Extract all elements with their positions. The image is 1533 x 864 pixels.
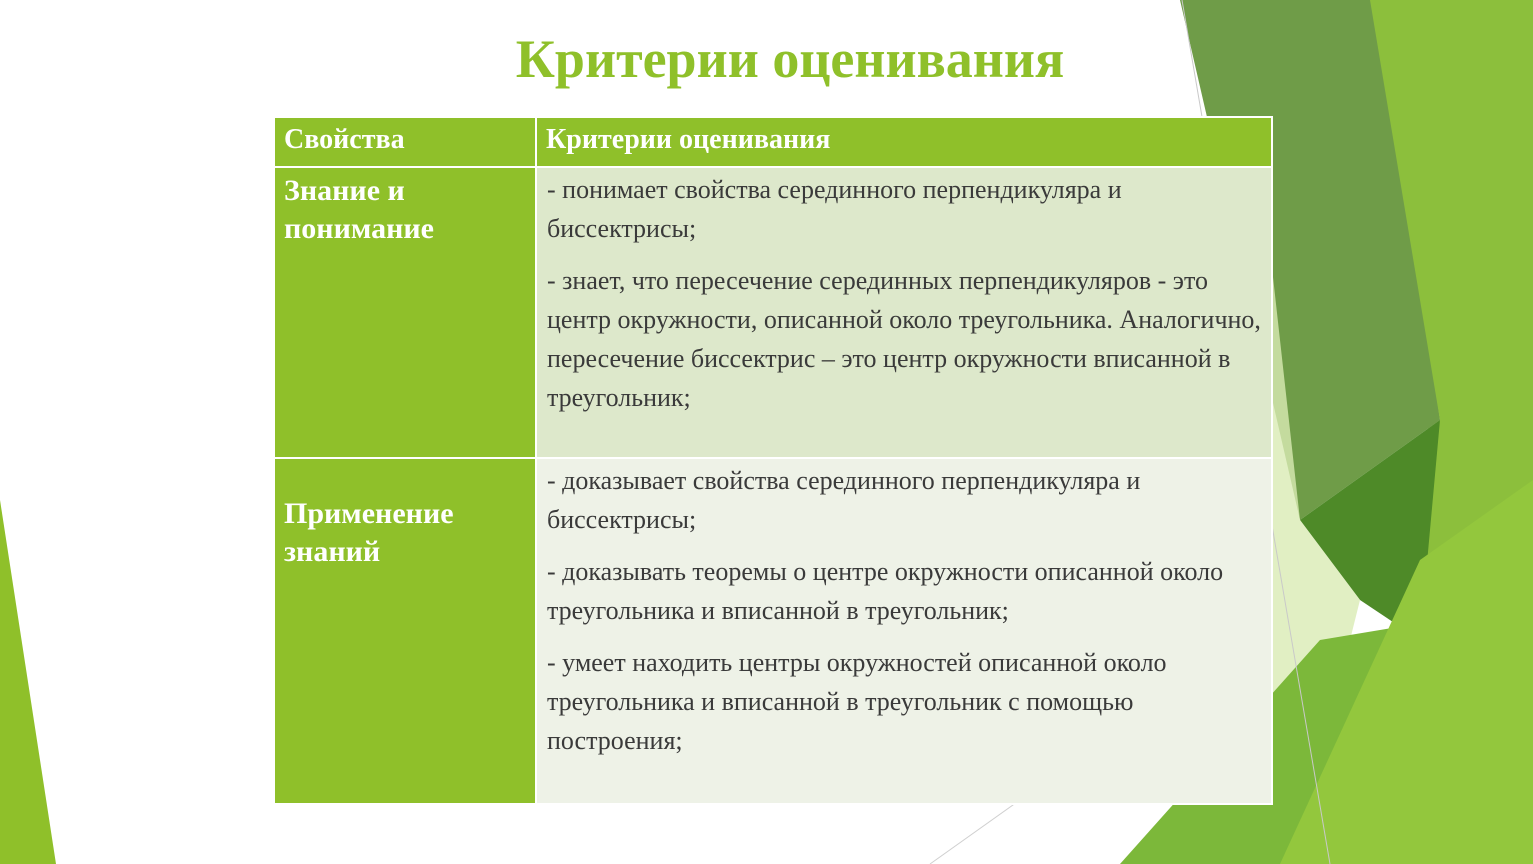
property-knowledge: Знание и понимание bbox=[274, 167, 536, 458]
header-properties: Свойства bbox=[274, 117, 536, 167]
table-row bbox=[274, 167, 1272, 458]
criteria-item: - понимает свойства серединного перпендикуляра и биссектрисы; bbox=[547, 175, 1122, 243]
property-application: Применение знаний bbox=[274, 458, 536, 804]
criteria-item: - доказывать теоремы о центре окружности описанной около треугольника и вписанной в треугольник; bbox=[547, 557, 1224, 625]
criteria-item: - знает, что пересечение серединных перпендикуляров - это центр окружности, описанной около треугольника. Аналогично, пересечение биссектрис – это центр окружности вписанной в треугольник; bbox=[547, 266, 1261, 412]
table-header-row bbox=[274, 117, 1272, 167]
criteria-table bbox=[273, 116, 1273, 805]
criteria-cell-knowledge bbox=[536, 167, 1272, 458]
criteria-item: - умеет находить центры окружностей описанной около треугольника и вписанной в треугольник с помощью построения; bbox=[547, 648, 1167, 755]
bg-shape-left-wedge bbox=[0, 500, 56, 864]
bg-line-2 bbox=[930, 800, 1020, 864]
criteria-item: - доказывает свойства серединного перпендикуляра и биссектрисы; bbox=[547, 466, 1141, 534]
criteria-cell-application bbox=[536, 458, 1272, 804]
table-row bbox=[274, 458, 1272, 804]
header-criteria: Критерии оценивания bbox=[536, 117, 1272, 167]
slide-title: Критерии оценивания bbox=[515, 29, 1065, 89]
